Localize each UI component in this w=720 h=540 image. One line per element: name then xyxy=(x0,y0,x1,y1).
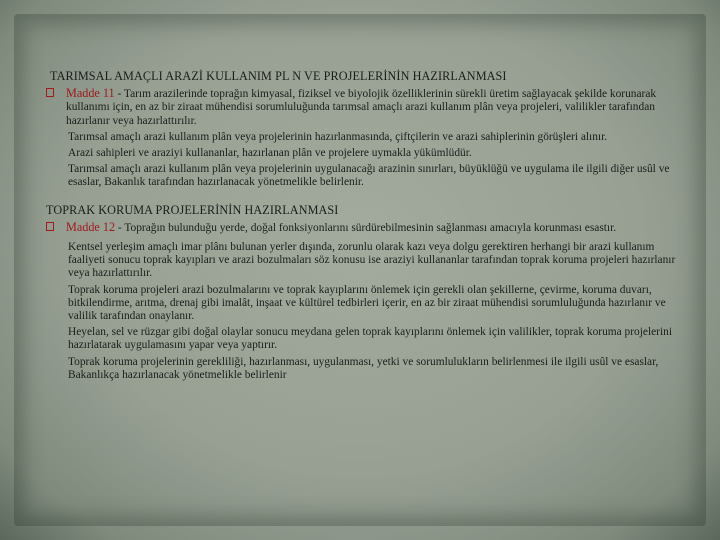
section2-title: TOPRAK KORUMA PROJELERİNİN HAZIRLANMASI xyxy=(46,202,339,217)
madde-11-text: - Tarım arazilerinde toprağın kimyasal, fiziksel ve biyolojik özelliklerinin sürekli üretim sağlayacak şekilde korunarak kullanımı için, en az bir ziraat mühendisi sorumluluğunda tarımsal amaçlı arazi kullanım plân veya projeleri, valilikler tarafından hazırlanır veya hazırlattırılır. xyxy=(66,88,657,127)
bullet-square-icon xyxy=(46,88,54,97)
section1-paragraph: Tarımsal amaçlı arazi kullanım plân veya projelerinin uygulanacağı arazinin sınırları, büyüklüğü ve uygulama ile ilgili diğer usûl ve esaslar, Bakanlık tarafından hazırlanacak yönetmelikle belirlenir. xyxy=(68,163,670,189)
section2-paragraph: Toprak koruma projelerinin gerekliliği, hazırlanması, uygulanması, yetki ve sorumlulukların belirlenmesi ile ilgili usûl ve esaslar, Bakanlıkça hazırlanacak yönetmelikle belirlenir xyxy=(68,355,659,381)
section1-madde xyxy=(46,87,686,128)
madde-11-label: Madde 11 xyxy=(66,86,115,101)
section1-title: TARIMSAL AMAÇLI ARAZİ KULLANIM PL N VE PROJELERİNİN HAZIRLANMASI xyxy=(50,69,507,83)
section2-paragraph: Heyelan, sel ve rüzgar gibi doğal olaylar sonucu meydana gelen toprak kayıplarını önlemek için valilikler, toprak koruma projelerini hazırlatarak uygulamasını yapar veya yaptırır. xyxy=(68,326,672,352)
section2-madde xyxy=(46,221,686,235)
section2-paragraph: Kentsel yerleşim amaçlı imar plânı bulunan yerler dışında, zorunlu olarak kazı veya dolgu gerektiren herhangi bir arazi kullanım faaliyeti sonucu toprak kayıpları ve arazi bozulmaları söz konusu ise araziyi kullananlar tarafından toprak koruma projeleri hazırlanır veya hazırlattırılır. xyxy=(68,241,676,280)
bullet-square-icon xyxy=(46,222,54,231)
section2-paragraph: Toprak koruma projeleri arazi bozulmalarını ve toprak kayıplarını önlemek için gerekli olan şekillerne, çevirme, koruma duvarı, bitkilendirme, arıtma, drenaj gibi imalât, inşaat ve kültürel tedbirleri içerir, en az bir ziraat mühendisi sorumluluğunda hazırlanır ve valilik tarafından onaylanır. xyxy=(68,283,666,323)
madde-12-label: Madde 12 xyxy=(66,219,116,234)
section1-paragraph: Arazi sahipleri ve araziyi kullananlar, hazırlanan plân ve projelere uymakla yükümlüdür. xyxy=(68,147,472,160)
slide-content xyxy=(46,70,686,382)
section1-paragraph: Tarımsal amaçlı arazi kullanım plân veya projelerinin hazırlanmasında, çiftçilerin ve arazi sahiplerinin görüşleri alınır. xyxy=(68,130,608,143)
madde-12-text: - Toprağın bulunduğu yerde, doğal fonksiyonlarını sürdürebilmesinin sağlanması amacıyla korunması esastır. xyxy=(115,221,617,234)
